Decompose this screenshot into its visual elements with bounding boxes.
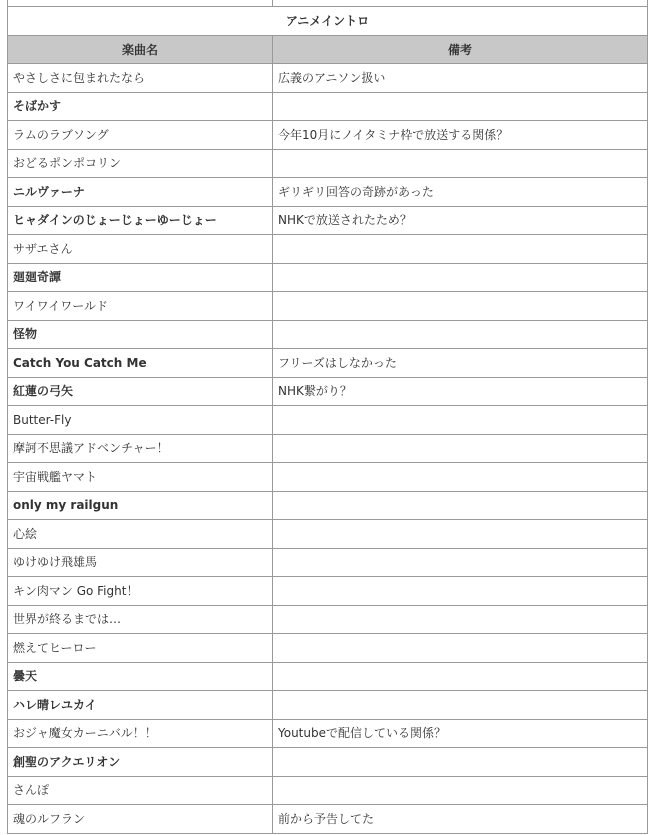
song-title-cell: さんぽ [8,776,273,805]
table-row [8,377,648,406]
song-title-cell: 心絵 [8,520,273,549]
note-cell [273,463,648,492]
song-title-cell: 怪物 [8,320,273,349]
note-cell: 今年10月にノイタミナ枠で放送する関係？ [273,121,648,150]
song-title-cell: ハレ晴レユカイ [8,691,273,720]
song-title-cell: そばかす [8,92,273,121]
column-header-song: 楽曲名 [8,36,273,64]
table-row [8,776,648,805]
song-title-cell: 曇天 [8,662,273,691]
table-row [8,463,648,492]
note-cell: NHK繋がり？ [273,377,648,406]
table-row [8,548,648,577]
song-title-cell: 摩訶不思議アドベンチャー！ [8,434,273,463]
song-title-cell: 燃えてヒーロー [8,634,273,663]
table-row [8,149,648,178]
song-title-cell: 世界が終るまでは… [8,605,273,634]
column-header-note: 備考 [273,36,648,64]
table-row [8,605,648,634]
song-title-cell: キン肉マン Go Fight！ [8,577,273,606]
note-cell: フリーズはしなかった [273,349,648,378]
note-cell [273,662,648,691]
note-cell [273,92,648,121]
note-cell [273,292,648,321]
note-cell: Youtubeで配信している関係？ [273,719,648,748]
note-cell [273,320,648,349]
table-row [8,92,648,121]
note-cell [273,691,648,720]
table-row [8,64,648,93]
song-title-cell: 創聖のアクエリオン [8,748,273,777]
song-title-cell: ニルヴァーナ [8,178,273,207]
table-row [8,235,648,264]
table-row [8,434,648,463]
note-cell [273,491,648,520]
note-cell [273,406,648,435]
table-row [8,349,648,378]
table-header-row [8,36,648,64]
song-title-cell: 紅蓮の弓矢 [8,377,273,406]
table-row [8,206,648,235]
note-cell: 広義のアニソン扱い [273,64,648,93]
song-title-cell: やさしさに包まれたなら [8,64,273,93]
song-title-cell: ゆけゆけ飛雄馬 [8,548,273,577]
song-title-cell: 魂のルフラン [8,805,273,834]
table-title-row [8,7,648,36]
table-row [8,634,648,663]
note-cell [273,263,648,292]
table-row [8,748,648,777]
table-row [8,805,648,834]
table-title: アニメイントロ [8,7,648,36]
table-row [8,406,648,435]
table-row [8,292,648,321]
table-row [8,691,648,720]
song-title-cell: ヒャダインのじょーじょーゆーじょー [8,206,273,235]
note-cell [273,548,648,577]
song-title-cell: Catch You Catch Me [8,349,273,378]
song-title-cell: おジャ魔女カーニバル！！ [8,719,273,748]
note-cell [273,434,648,463]
song-title-cell: 廻廻奇譚 [8,263,273,292]
song-title-cell: ラムのラブソング [8,121,273,150]
song-title-cell: サザエさん [8,235,273,264]
note-cell [273,748,648,777]
song-title-cell: ワイワイワールド [8,292,273,321]
anime-intro-table [7,0,648,834]
song-title-cell: only my railgun [8,491,273,520]
note-cell [273,235,648,264]
table-row [8,178,648,207]
table-row [8,263,648,292]
table-row [8,491,648,520]
note-cell: 前から予告してた [273,805,648,834]
note-cell [273,776,648,805]
table-row [8,121,648,150]
song-title-cell: おどるポンポコリン [8,149,273,178]
note-cell: NHKで放送されたため？ [273,206,648,235]
note-cell [273,605,648,634]
table-row [8,520,648,549]
note-cell [273,577,648,606]
table-row [8,662,648,691]
table-row [8,577,648,606]
note-cell [273,634,648,663]
note-cell [273,149,648,178]
note-cell [273,520,648,549]
table-row [8,320,648,349]
note-cell: ギリギリ回答の奇跡があった [273,178,648,207]
song-title-cell: 宇宙戦艦ヤマト [8,463,273,492]
table-row [8,719,648,748]
song-title-cell: Butter-Fly [8,406,273,435]
